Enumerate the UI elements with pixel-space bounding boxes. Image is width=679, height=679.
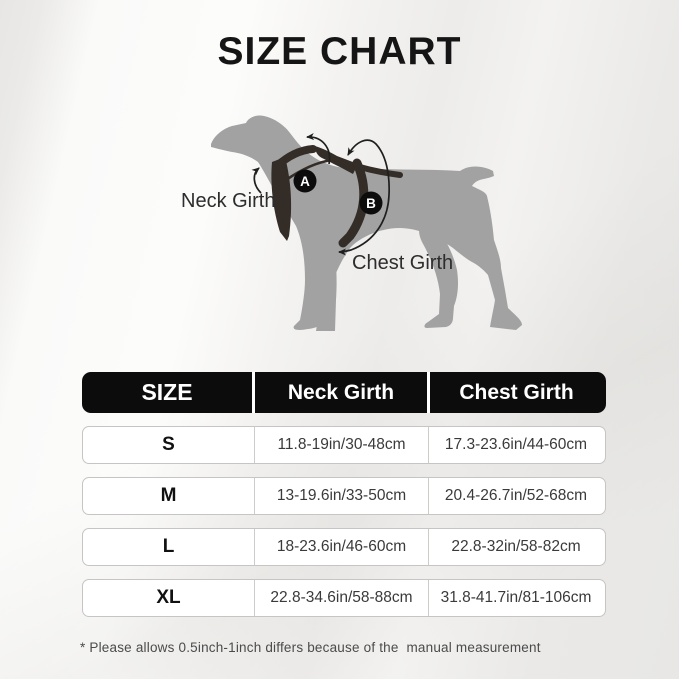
chest-value: 31.8-41.7in/81-106cm: [440, 589, 592, 606]
badge-b-label: B: [366, 196, 376, 211]
badge-a: [294, 170, 317, 193]
header-neck-girth: Neck Girth: [255, 372, 430, 413]
neck-value: 22.8-34.6in/58-88cm: [255, 580, 429, 616]
size-label: S: [83, 427, 255, 463]
header-chest-girth: Chest Girth: [459, 380, 574, 404]
page-title: SIZE CHART: [217, 30, 462, 73]
table-row-l: [82, 528, 606, 566]
chest-value: 20.4-26.7in/52-68cm: [444, 487, 588, 504]
size-label: L: [83, 529, 255, 565]
size-label: XL: [83, 580, 255, 616]
neck-value: 18-23.6in/46-60cm: [255, 529, 429, 565]
harness-diagram: [160, 100, 550, 345]
footnote: * Please allows 0.5inch-1inch differs because of the manual measurement: [80, 640, 541, 655]
table-row-m: [82, 477, 606, 515]
size-table-header: [82, 372, 606, 413]
neck-value: 11.8-19in/30-48cm: [255, 427, 429, 463]
badge-b: [360, 192, 383, 215]
size-table: [82, 372, 606, 617]
size-label: M: [83, 478, 255, 514]
neck-value: 13-19.6in/33-50cm: [255, 478, 429, 514]
chest-value: 22.8-32in/58-82cm: [451, 538, 581, 555]
chest-value: 17.3-23.6in/44-60cm: [444, 436, 588, 453]
table-row-s: [82, 426, 606, 464]
dog-silhouette-icon: [211, 115, 522, 331]
table-row-xl: [82, 579, 606, 617]
badge-a-label: A: [300, 174, 310, 189]
neck-girth-label: Neck Girth: [181, 190, 276, 212]
header-size: SIZE: [82, 372, 255, 413]
dog-harness-illustration: [160, 100, 550, 345]
chest-girth-label: Chest Girth: [352, 252, 454, 274]
